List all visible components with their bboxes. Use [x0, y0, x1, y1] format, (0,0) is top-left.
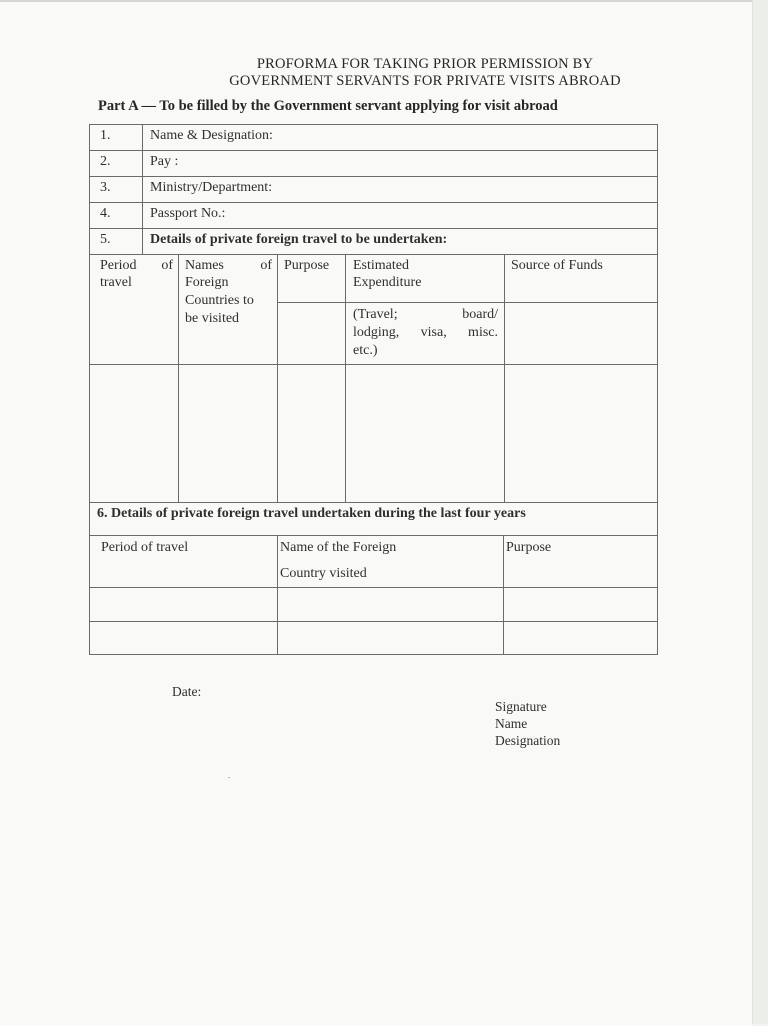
name-designation-field[interactable]: Name & Designation: [150, 128, 273, 143]
expenditure-note-l1: (Travel; board/ [353, 307, 498, 322]
past-country-header-l1: Name of the Foreign [280, 540, 397, 555]
pay-field[interactable]: Pay : [150, 154, 179, 169]
purpose-header: Purpose [284, 258, 330, 273]
past-country-header-l2: Country visited [280, 566, 367, 581]
designation-label: Designation [495, 733, 561, 748]
foreign-countries-header-l3: Countries to [185, 293, 254, 308]
title-line-1: PROFORMA FOR TAKING PRIOR PERMISSION BY [256, 56, 594, 72]
foreign-countries-header-l4: be visited [185, 311, 240, 326]
source-of-funds-header: Source of Funds [511, 258, 603, 273]
section-6-heading: 6. Details of private foreign travel undertaken during the last four years [97, 506, 526, 521]
foreign-countries-header-l1: Names of [185, 258, 272, 273]
period-of-travel-header-l2: travel [100, 275, 132, 290]
foreign-countries-header-l2: Foreign [185, 275, 229, 290]
row-5-number: 5. [100, 232, 111, 247]
row-2-number: 2. [100, 154, 111, 169]
title-line-2: GOVERNMENT SERVANTS FOR PRIVATE VISITS ABROAD [229, 73, 621, 89]
past-purpose-header: Purpose [506, 540, 552, 555]
expenditure-note-l3: etc.) [353, 343, 378, 358]
row-4-number: 4. [100, 206, 111, 221]
row-3-number: 3. [100, 180, 111, 195]
ministry-department-field[interactable]: Ministry/Department: [150, 180, 273, 195]
part-a-heading: Part A — To be filled by the Government servant applying for visit abroad [98, 98, 558, 114]
expenditure-note-l2: lodging, visa, misc. [353, 325, 498, 340]
past-period-of-travel-header: Period of travel [101, 540, 189, 555]
row-1-number: 1. [100, 128, 111, 143]
estimated-expenditure-header-l2: Expenditure [353, 275, 422, 290]
passport-number-field[interactable]: Passport No.: [150, 206, 226, 221]
page-edge [752, 0, 768, 1024]
travel-details-heading: Details of private foreign travel to be undertaken: [150, 232, 448, 247]
name-label: Name [495, 716, 528, 731]
estimated-expenditure-header-l1: Estimated [353, 258, 409, 273]
signature-label: Signature [495, 699, 547, 714]
date-label: Date: [172, 684, 202, 699]
period-of-travel-header-l1: Period of [100, 258, 173, 273]
